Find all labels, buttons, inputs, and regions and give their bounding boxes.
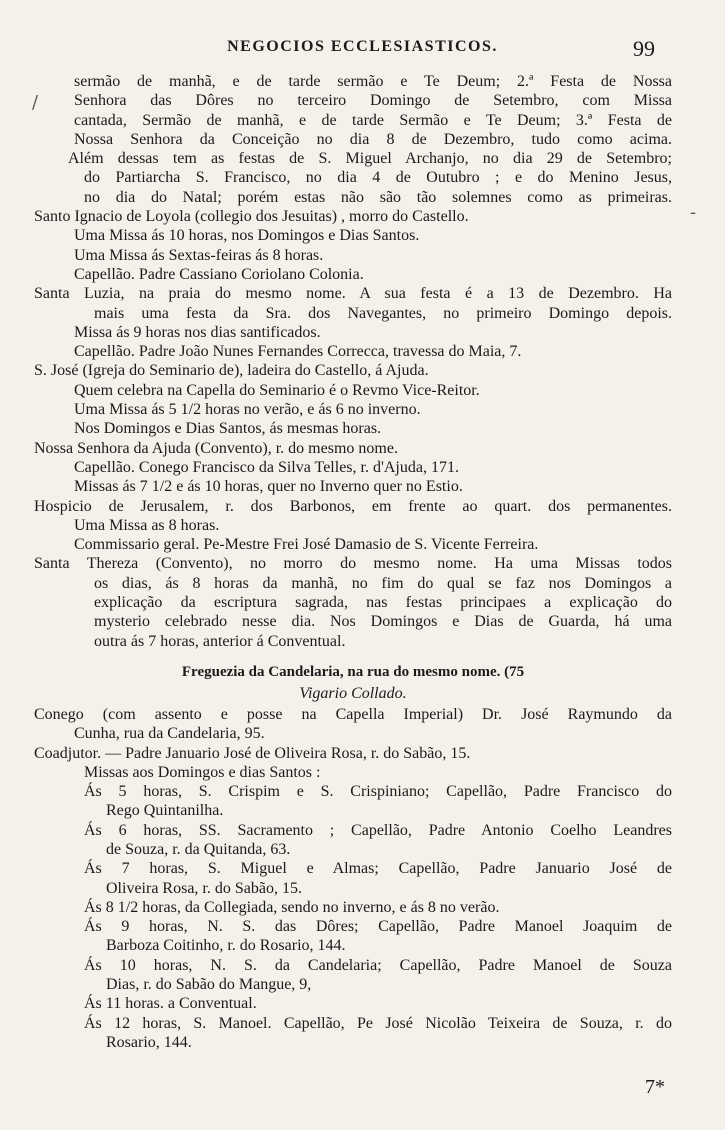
- entry-heading: Nossa Senhora da Ajuda (Convento), r. do mesmo nome.: [34, 439, 398, 457]
- text-line: Além dessas tem as festas de S. Miguel Archanjo, no dia 29 de Setembro;: [68, 150, 672, 168]
- text-line: Missas aos Domingos e dias Santos :: [84, 763, 321, 781]
- spacer: [34, 651, 672, 661]
- text-line: Rosario, 144.: [106, 1033, 192, 1051]
- text-line: no dia do Natal; porém estas não são tão solemnes como as primeiras.: [84, 188, 672, 206]
- text-line: Conego (com assento e posse na Capella Imperial) Dr. José Raymundo da: [34, 705, 672, 723]
- text-line: Capellão. Padre João Nunes Fernandes Correcca, travessa do Maia, 7.: [74, 343, 522, 361]
- text-line: Barboza Coitinho, r. do Rosario, 144.: [106, 937, 346, 955]
- text-line: Ás 6 horas, SS. Sacramento ; Capellão, Padre Antonio Coelho Leandres: [84, 821, 672, 839]
- text-line: Ás 12 horas, S. Manoel. Capellão, Pe José Nicolão Teixeira de Souza, r. do: [84, 1014, 672, 1032]
- running-title: NEGOCIOS ECCLESIASTICOS.: [227, 38, 498, 55]
- entry-heading: Santa Luzia, na praia do mesmo nome. A sua festa é a 13 de Dezembro. Ha: [34, 285, 672, 303]
- text-line: Commissario geral. Pe-Mestre Frei José Damasio de S. Vicente Ferreira.: [74, 536, 539, 554]
- text-line: Senhora das Dôres no terceiro Domingo de Setembro, com Missa: [74, 92, 672, 110]
- text-line: do Partiarcha S. Francisco, no dia 4 de Outubro ; e do Menino Jesus,: [84, 169, 672, 187]
- margin-mark-right: -: [690, 202, 697, 223]
- entry-heading: S. José (Igreja do Seminario de), ladeira do Castello, á Ajuda.: [34, 362, 429, 380]
- text-line: Missas ás 7 1/2 e ás 10 horas, quer no Inverno quer no Estio.: [74, 478, 463, 496]
- text-line: Ás 8 1/2 horas, da Collegiada, sendo no inverno, e ás 8 no verão.: [84, 898, 500, 916]
- text-line: Uma Missa ás 10 horas, nos Domingos e Dias Santos.: [74, 227, 420, 245]
- text-line: Coadjutor. — Padre Januario José de Oliveira Rosa, r. do Sabão, 15.: [34, 744, 471, 762]
- section-subtitle: Vigario Collado.: [299, 684, 407, 702]
- text-line: Ás 5 horas, S. Crispim e S. Crispiniano; Capellão, Padre Francisco do: [84, 783, 672, 801]
- text-line: Dias, r. do Sabão do Mangue, 9,: [106, 976, 312, 994]
- text-line: Ás 7 horas, S. Miguel e Almas; Capellão, Padre Januario José de: [84, 860, 672, 878]
- text-line: Nos Domingos e Dias Santos, ás mesmas horas.: [74, 420, 382, 438]
- text-line: Missa ás 9 horas nos dias santificados.: [74, 323, 321, 341]
- text-line: Oliveira Rosa, r. do Sabão, 15.: [106, 879, 302, 897]
- text-line: Ás 9 horas, N. S. das Dôres; Capellão, Padre Manoel Joaquim de: [84, 918, 672, 936]
- page-number: 99: [633, 36, 655, 61]
- section-title: Freguezia da Candelaria, na rua do mesmo nome. (75: [181, 663, 525, 680]
- entry-heading: Santa Thereza (Convento), no morro do mesmo nome. Ha uma Missas todos: [34, 555, 672, 573]
- text-line: sermão de manhã, e de tarde sermão e Te Deum; 2.ª Festa de Nossa: [74, 73, 672, 90]
- page-header: [0, 34, 725, 62]
- text-line: mysterio celebrado nesse dia. Nos Domingos e Dias de Guarda, há uma: [94, 613, 672, 631]
- printer-signature: 7*: [645, 1076, 665, 1098]
- text-line: outra ás 7 horas, anterior á Conventual.: [94, 632, 346, 650]
- text-line: explicação da escriptura sagrada, nas festas principaes a explicação do: [94, 594, 672, 612]
- text-line: cantada, Sermão de manhã, e de tarde Sermão e Te Deum; 3.ª Festa de: [74, 111, 672, 129]
- text-line: Uma Missa as 8 horas.: [74, 516, 220, 534]
- page-body: [34, 72, 672, 1052]
- text-line: Quem celebra na Capella do Seminario é o Revmo Vice-Reitor.: [74, 381, 480, 399]
- margin-mark-left: /: [32, 92, 39, 113]
- text-line: Uma Missa ás 5 1/2 horas no verão, e ás 6 no inverno.: [74, 401, 421, 419]
- entry-heading: Santo Ignacio de Loyola (collegio dos Jesuitas) , morro do Castello.: [34, 208, 469, 226]
- text-line: Cunha, rua da Candelaria, 95.: [74, 725, 265, 743]
- text-line: Rego Quintanilha.: [106, 802, 224, 820]
- text-line: de Souza, r. da Quitanda, 63.: [106, 840, 291, 858]
- entry-heading: Hospicio de Jerusalem, r. dos Barbonos, em frente ao quart. dos permanentes.: [34, 497, 672, 515]
- text-line: Ás 10 horas, N. S. da Candelaria; Capellão, Padre Manoel de Souza: [84, 956, 672, 974]
- text-line: Uma Missa ás Sextas-feiras ás 8 horas.: [74, 246, 324, 264]
- text-line: Capellão. Padre Cassiano Coriolano Colonia.: [74, 265, 364, 283]
- text-line: Capellão. Conego Francisco da Silva Telles, r. d'Ajuda, 171.: [74, 458, 459, 476]
- text-line: Ás 11 horas. a Conventual.: [84, 995, 257, 1013]
- text-line: Nossa Senhora da Conceição no dia 8 de Dezembro, tudo como acima.: [74, 130, 672, 148]
- text-line: mais uma festa da Sra. dos Navegantes, no primeiro Domingo depois.: [94, 304, 672, 322]
- text-line: os dias, ás 8 horas da manhã, no fim do qual se faz nos Domingos a: [94, 574, 672, 592]
